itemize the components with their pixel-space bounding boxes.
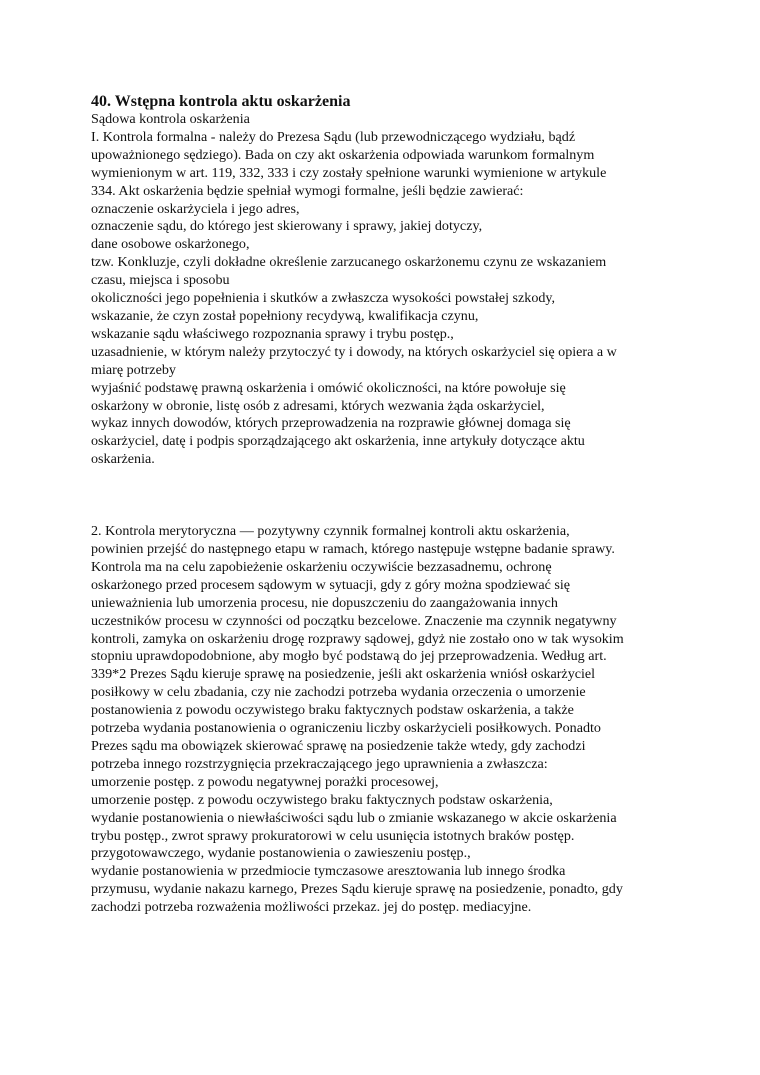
section-spacer <box>91 469 681 523</box>
text-line: przymusu, wydanie nakazu karnego, Prezes Sądu kieruje sprawę na posiedzenie, ponadto, gdy <box>91 881 623 898</box>
text-line: Sądowa kontrola oskarżenia <box>91 111 250 127</box>
text-line: oskarżenia. <box>91 451 155 468</box>
text-line: Prezes sądu ma obowiązek skierować sprawę na posiedzenie także wtedy, gdy zachodzi <box>91 738 586 754</box>
text-line: Kontrola ma na celu zapobieżenie oskarżeniu oczywiście bezzasadnemu, ochronę <box>91 558 552 575</box>
text-line: oskarżyciel, datę i podpis sporządzającego akt oskarżenia, inne artykuły dotyczące aktu <box>91 433 585 450</box>
text-line: dane osobowe oskarżonego, <box>91 236 250 253</box>
text-line: powinien przejść do następnego etapu w ramach, którego następuje wstępne badanie sprawy. <box>91 541 615 558</box>
text-line: I. Kontrola formalna - należy do Prezesa Sądu (lub przewodniczącego wydziału, bądź <box>91 128 576 145</box>
section-formal-control <box>91 111 681 469</box>
text-line: 2. Kontrola merytoryczna — pozytywny czynnik formalnej kontroli aktu oskarżenia, <box>91 523 570 540</box>
text-line: umorzenie postęp. z powodu oczywistego braku faktycznych podstaw oskarżenia, <box>91 791 553 808</box>
text-line: upoważnionego sędziego). Bada on czy akt oskarżenia odpowiada warunkom formalnym <box>91 146 595 163</box>
text-line: postanowienia z powodu oczywistego braku faktycznych podstaw oskarżenia, a także <box>91 702 574 719</box>
text-line: oskarżony w obronie, listę osób z adresami, których wezwania żąda oskarżyciel, <box>91 397 545 414</box>
text-line: trybu postęp., zwrot sprawy prokuratorowi w celu usunięcia istotnych braków postęp. <box>91 827 575 844</box>
text-line: tzw. Konkluzje, czyli dokładne określenie zarzucanego oskarżonemu czynu ze wskazaniem <box>91 254 607 271</box>
text-line: zachodzi potrzeba rozważenia możliwości przekaz. jej do postęp. mediacyjne. <box>91 899 532 916</box>
text-line: uczestników procesu w czynności od początku bezcelowe. Znaczenie ma czynnik negatywny <box>91 612 617 629</box>
text-line: wskazanie, że czyn został popełniony recydywą, kwalifikacja czynu, <box>91 307 479 324</box>
text-line: oznaczenie oskarżyciela i jego adres, <box>91 200 300 217</box>
text-line: oznaczenie sądu, do którego jest skierowany i sprawy, jakiej dotyczy, <box>91 218 483 235</box>
section-merit-control <box>91 523 681 917</box>
text-line: potrzeba innego rozstrzygnięcia przekraczającego jego uprawnienia a zwłaszcza: <box>91 755 548 772</box>
text-line: wymienionym w art. 119, 332, 333 i czy zostały spełnione warunki wymienione w artykule <box>91 164 607 181</box>
text-line: 339*2 Prezes Sądu kieruje sprawę na posiedzenie, jeśli akt oskarżenia wniósł oskarżyciel <box>91 666 596 683</box>
document-title: 40. Wstępna kontrola aktu oskarżenia <box>91 93 351 110</box>
text-line: okoliczności jego popełnienia i skutków a zwłaszcza wysokości powstałej szkody, <box>91 290 556 307</box>
text-line: umorzenie postęp. z powodu negatywnej porażki procesowej, <box>91 773 439 790</box>
text-line: uzasadnienie, w którym należy przytoczyć ty i dowody, na których oskarżyciel się opiera a w <box>91 343 617 360</box>
text-line: potrzeba wydania postanowienia o ograniczeniu liczby oskarżycieli posiłkowych. Ponadto <box>91 720 601 737</box>
text-line: wyjaśnić podstawę prawną oskarżenia i omówić okoliczności, na które powołuje się <box>91 379 566 396</box>
text-line: oskarżonego przed procesem sądowym w sytuacji, gdy z góry można spodziewać się <box>91 576 571 593</box>
text-line: wskazanie sądu właściwego rozpoznania sprawy i trybu postęp., <box>91 325 454 342</box>
text-line: czasu, miejsca i sposobu <box>91 272 230 289</box>
text-line: 334. Akt oskarżenia będzie spełniał wymogi formalne, jeśli będzie zawierać: <box>91 182 524 199</box>
text-line: stopniu uprawdopodobnione, aby mogło być podstawą do jej przeprowadzenia. Według art. <box>91 648 607 665</box>
text-line: wydanie postanowienia o niewłaściwości sądu lub o zmianie wskazanego w akcie oskarżenia <box>91 809 617 826</box>
text-line: wydanie postanowienia w przedmiocie tymczasowe aresztowania lub innego środka <box>91 863 566 880</box>
text-line: kontroli, zamyka on oskarżeniu drogę rozprawy sądowej, gdyż nie zostało ono w tak wysokim <box>91 630 624 647</box>
text-line: przygotowawczego, wydanie postanowienia o zawieszeniu postęp., <box>91 845 471 862</box>
text-line: posiłkowy w celu zbadania, czy nie zachodzi potrzeba wydania orzeczenia o umorzenie <box>91 684 586 701</box>
document-page <box>91 93 681 917</box>
text-line: wykaz innych dowodów, których przeprowadzenia na rozprawie głównej domaga się <box>91 415 571 432</box>
text-line: unieważnienia lub umorzenia procesu, nie dopuszczeniu do zaangażowania innych <box>91 594 558 611</box>
text-line: miarę potrzeby <box>91 361 176 378</box>
